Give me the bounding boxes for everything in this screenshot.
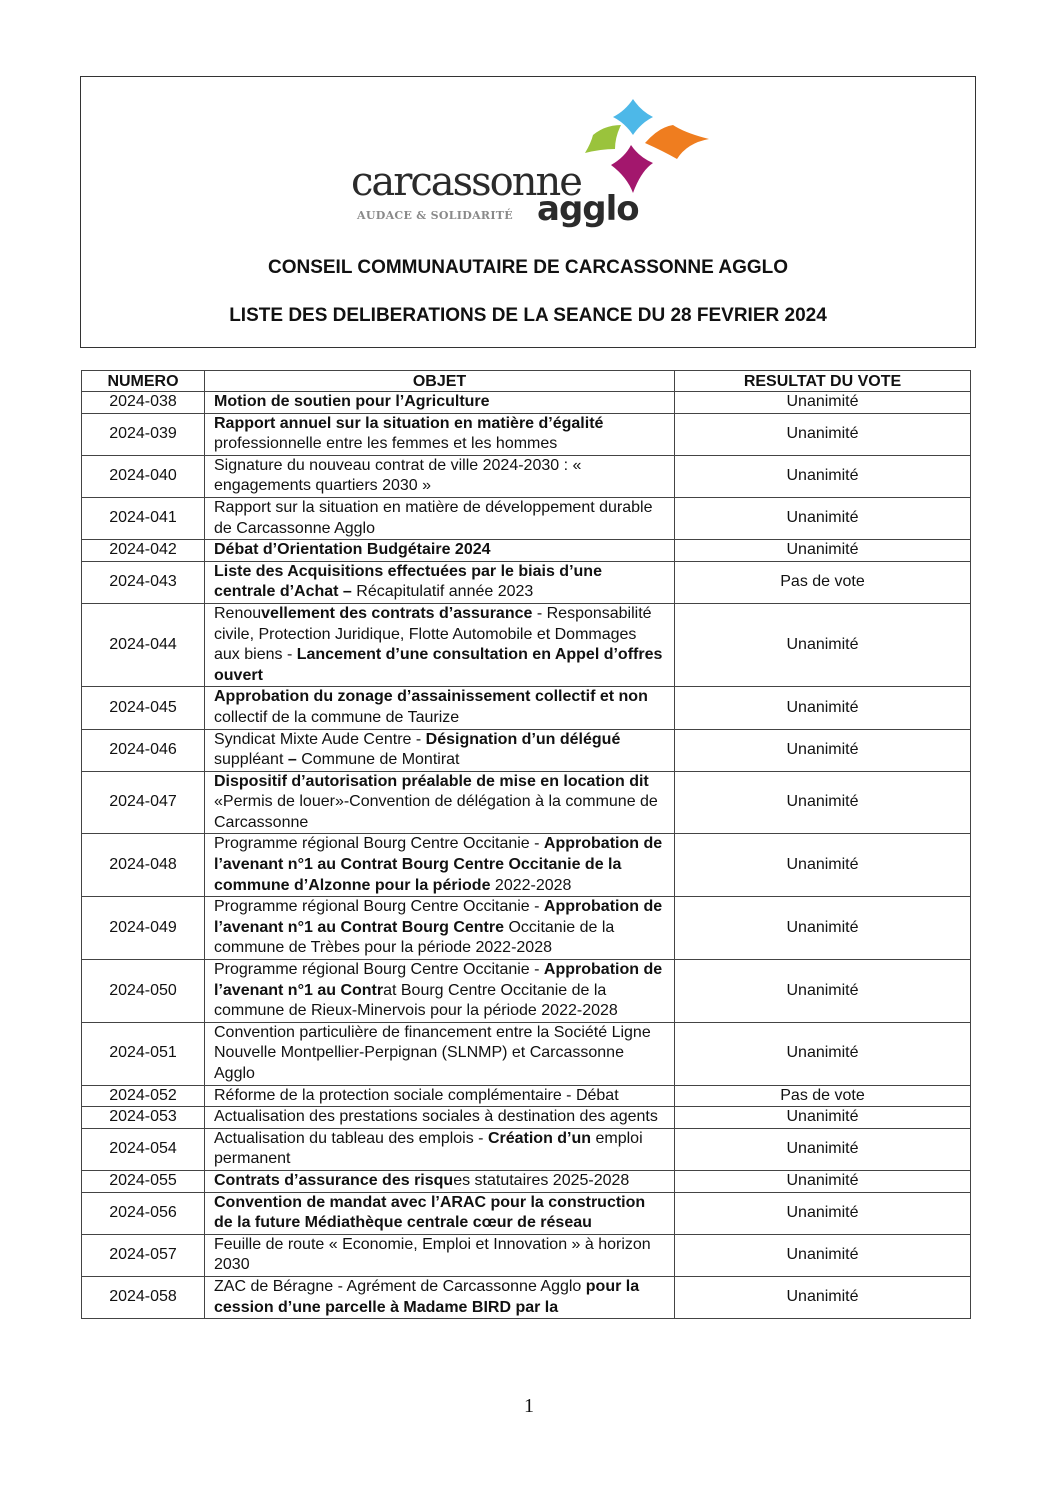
table-body [82,392,971,1319]
vote-result: Pas de vote [675,561,971,603]
object-text-segment: «Permis de louer»-Convention de délégation à la commune de Carcassonne [214,793,658,831]
logo-tagline: AUDACE & SOLIDARITÉ [357,209,513,222]
table-row [82,1170,971,1192]
document-title: CONSEIL COMMUNAUTAIRE DE CARCASSONNE AGGLO [267,257,789,278]
object-text-segment: - Responsabilité civile, Protection Juridique, Flotte Automobile et Dommages aux biens - [214,604,652,664]
deliberation-object [205,561,675,603]
deliberation-number: 2024-050 [82,960,205,1023]
object-text-segment: at Bourg Centre Occitanie de la commune de Rieux-Minervois pour la période 2022-2028 [214,981,618,1020]
object-text-segment: Débat d’Orientation Budgétaire 2024 [214,541,491,559]
deliberation-number: 2024-052 [82,1085,205,1107]
table-row [82,1107,971,1129]
object-text-segment: Récapitulatif année 2023 [351,583,534,601]
vote-result: Unanimité [675,771,971,834]
table-row [82,392,971,414]
deliberation-object [205,1022,675,1085]
deliberation-object [205,413,675,455]
deliberation-number: 2024-057 [82,1234,205,1276]
vote-result: Unanimité [675,1234,971,1276]
deliberation-number: 2024-058 [82,1276,205,1318]
object-text-segment: Signature du nouveau contrat de ville 2024-2030 : « engagements quartiers 2030 » [214,456,582,495]
deliberation-object [205,455,675,497]
vote-result: Unanimité [675,603,971,686]
vote-result: Unanimité [675,1022,971,1085]
object-text-segment: Actualisation des prestations sociales à destination des agents [214,1108,658,1126]
object-text-segment: Approbation du zonage d’assainissement collectif et non [214,688,648,706]
object-text-segment: Dispositif d’autorisation préalable de mise en location dit [214,772,649,790]
table-row [82,1022,971,1085]
vote-result: Unanimité [675,729,971,771]
table-row [82,960,971,1023]
object-text-segment: Réforme de la protection sociale complémentaire - Débat [214,1086,619,1104]
object-text-segment: 2022-2028 [490,876,572,894]
vote-result: Unanimité [675,687,971,729]
deliberation-object [205,1085,675,1107]
object-text-segment: Occitanie de la commune de Trèbes pour la période 2022-2028 [214,918,615,957]
deliberations-table [81,370,971,1319]
logo-blue-diamond [613,99,653,135]
object-text-segment: suppléant [214,751,288,769]
deliberation-number: 2024-051 [82,1022,205,1085]
object-text-segment: Programme régional Bourg Centre Occitanie - [214,961,544,979]
table-row [82,1192,971,1234]
object-text-segment: es statutaires 2025-2028 [453,1171,630,1189]
table-row [82,561,971,603]
object-text-segment: professionnelle entre les femmes et les hommes [214,435,558,453]
object-text-segment: emploi permanent [214,1129,643,1168]
deliberation-number: 2024-043 [82,561,205,603]
vote-result: Unanimité [675,834,971,897]
deliberation-object [205,1192,675,1234]
vote-result: Unanimité [675,392,971,414]
object-text-segment: ZAC de Béragne - Agrément de Carcassonne Agglo [214,1277,586,1295]
object-text-segment: Approbation de l’avenant n°1 au Contr [214,961,663,999]
logo-agglo: agglo [537,189,639,229]
table-row [82,729,971,771]
deliberation-object [205,897,675,960]
deliberation-object [205,1170,675,1192]
column-header-resultat: RESULTAT DU VOTE [675,371,971,392]
deliberation-number: 2024-053 [82,1107,205,1129]
object-text-segment: Convention de mandat avec l’ARAC pour la construction de la future Médiathèque centrale cœur de réseau [214,1193,646,1232]
vote-result: Unanimité [675,497,971,539]
object-text-segment: Programme régional Bourg Centre Occitanie - [214,835,544,853]
vote-result: Pas de vote [675,1085,971,1107]
table-row [82,455,971,497]
vote-result: Unanimité [675,540,971,562]
object-text-segment: Création d’un [487,1129,592,1147]
deliberation-object [205,392,675,414]
object-text-segment: Approbation de l’avenant n°1 au Contrat Bourg Centre Occitanie de la commune d’Alzonne pour la période [214,835,663,894]
deliberation-number: 2024-044 [82,603,205,686]
vote-result: Unanimité [675,1170,971,1192]
vote-result: Unanimité [675,1192,971,1234]
table-row [82,687,971,729]
deliberation-object [205,834,675,897]
object-text-segment: Commune de Montirat [296,751,460,769]
deliberation-object [205,540,675,562]
table-row [82,897,971,960]
deliberation-number: 2024-055 [82,1170,205,1192]
table-row [82,1234,971,1276]
object-text-segment: – [287,751,297,769]
object-text-segment: Lancement d’une consultation en Appel d’offres ouvert [214,646,663,684]
deliberation-number: 2024-042 [82,540,205,562]
deliberation-object [205,1276,675,1318]
deliberation-object [205,497,675,539]
vote-result: Unanimité [675,413,971,455]
object-text-segment: Désignation d’un délégué [425,730,621,748]
vote-result: Unanimité [675,1128,971,1170]
deliberation-object [205,1128,675,1170]
deliberation-object [205,687,675,729]
table-row [82,771,971,834]
carcassonne-agglo-logo [351,97,711,242]
object-text-segment: Liste des Acquisitions effectuées par le biais d’une centrale d’Achat – [214,562,602,601]
object-text-segment: collectif de la commune de Taurize [214,708,460,726]
vote-result: Unanimité [675,960,971,1023]
page-number: 1 [524,1395,534,1417]
vote-result: Unanimité [675,455,971,497]
vote-result: Unanimité [675,897,971,960]
column-header-objet: OBJET [205,371,675,392]
logo-wordmark: carcassonne [351,159,581,205]
deliberation-object [205,960,675,1023]
table-row [82,1085,971,1107]
object-text-segment: Contrats d’assurance des risqu [214,1171,454,1189]
deliberation-object [205,771,675,834]
deliberation-object [205,1234,675,1276]
object-text-segment: pour la cession d’une parcelle à Madame BIRD par la [214,1277,640,1316]
table-row [82,834,971,897]
table-row [82,540,971,562]
deliberation-object [205,1107,675,1129]
header-box [80,76,976,348]
table-row [82,413,971,455]
deliberation-number: 2024-039 [82,413,205,455]
object-text-segment: Motion de soutien pour l’Agriculture [214,393,490,410]
object-text-segment: Rapport sur la situation en matière de développement durable de Carcassonne Agglo [214,498,653,537]
deliberation-number: 2024-047 [82,771,205,834]
table-row [82,1276,971,1318]
deliberation-number: 2024-049 [82,897,205,960]
column-header-numero: NUMERO [82,371,205,392]
deliberation-number: 2024-041 [82,497,205,539]
logo-orange-diamond [645,125,709,159]
deliberation-number: 2024-056 [82,1192,205,1234]
vote-result: Unanimité [675,1276,971,1318]
deliberation-number: 2024-038 [82,392,205,414]
deliberation-number: 2024-040 [82,455,205,497]
document-subtitle: LISTE DES DELIBERATIONS DE LA SEANCE DU 28 FEVRIER 2024 [229,305,827,326]
logo-green-diamond [585,125,621,153]
deliberation-number: 2024-054 [82,1128,205,1170]
object-text-segment: Syndicat Mixte Aude Centre - [214,730,426,748]
table-row [82,497,971,539]
object-text-segment: Feuille de route « Economie, Emploi et Innovation » à horizon 2030 [214,1235,651,1274]
deliberation-object [205,729,675,771]
deliberation-number: 2024-048 [82,834,205,897]
object-text-segment: Convention particulière de financement entre la Société Ligne Nouvelle Montpellier-Perpignan (SLNMP) et Carcassonne Agglo [214,1023,651,1082]
object-text-segment: vellement des contrats d’assurance [261,604,533,622]
deliberation-object [205,603,675,686]
table-row [82,603,971,686]
logo-purple-diamond [611,145,653,193]
vote-result: Unanimité [675,1107,971,1129]
deliberation-number: 2024-046 [82,729,205,771]
object-text-segment: Rapport annuel sur la situation en matière d’égalité [214,414,604,432]
deliberation-number: 2024-045 [82,687,205,729]
object-text-segment: Actualisation du tableau des emplois - [214,1129,488,1147]
object-text-segment: Approbation de l’avenant n°1 au Contrat Bourg Centre [214,898,663,936]
object-text-segment: Renou [214,604,262,622]
table-row [82,1128,971,1170]
object-text-segment: Programme régional Bourg Centre Occitanie - [214,898,544,916]
table-header-row [82,371,971,392]
